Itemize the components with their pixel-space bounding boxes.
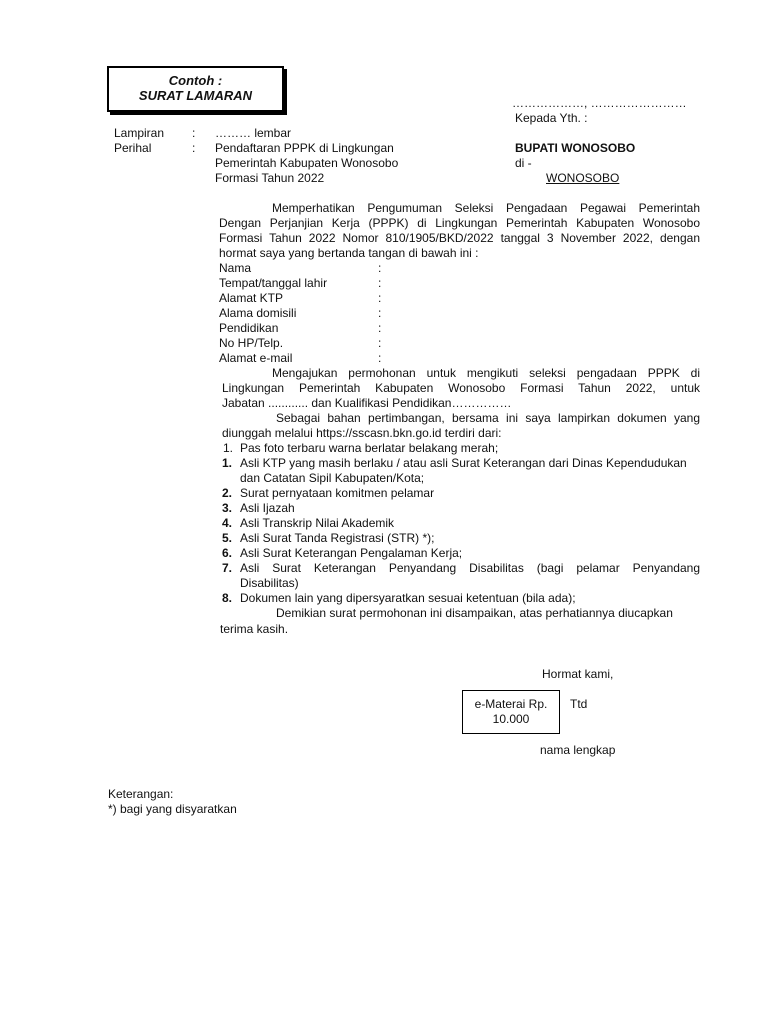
doc-1-text: Pas foto terbaru warna berlatar belakang merah;	[240, 441, 499, 455]
doc-8-num: 7.	[222, 561, 233, 575]
intro-line-4: hormat saya yang bertanda tangan di bawah ini :	[219, 246, 479, 260]
lampiran-label: Lampiran	[114, 126, 165, 140]
doc-6-num: 5.	[222, 531, 233, 545]
intro-line-3: Formasi Tahun 2022 Nomor 810/1905/BKD/2022 tanggal 3 November 2022, dengan	[219, 231, 700, 245]
field-pendidikan-sep: :	[378, 321, 382, 335]
field-nama-label: Nama	[219, 261, 252, 275]
doc-2-text-2: dan Catatan Sipil Kabupaten/Kota;	[240, 471, 425, 485]
materai-line-1: e-Materai Rp.	[474, 697, 548, 711]
e-materai-box	[462, 690, 560, 734]
doc-5-text: Asli Transkrip Nilai Akademik	[240, 516, 395, 530]
letter-title-box	[107, 66, 284, 112]
closing-line-1: Demikian surat permohonan ini disampaikan, atas perhatiannya diucapkan	[276, 606, 673, 620]
recipient-kepada: Kepada Yth. :	[515, 111, 588, 125]
doc-2-text-1: Asli KTP yang masih berlaku / atau asli Surat Keterangan dari Dinas Kependudukan	[240, 456, 687, 470]
place-date: ………………, ……………………	[512, 96, 687, 110]
field-email-sep: :	[378, 351, 382, 365]
field-domisili-sep: :	[378, 306, 382, 320]
title-line-2: SURAT LAMARAN	[138, 88, 253, 103]
doc-2-num: 1.	[222, 456, 233, 470]
signature-greeting: Hormat kami,	[542, 667, 614, 681]
intro-line-2: Dengan Perjanjian Kerja (PPPK) di Lingkungan Pemerintah Kabupaten Wonosobo	[219, 216, 700, 230]
doc-5-num: 4.	[222, 516, 233, 530]
perihal-sep: :	[192, 141, 196, 155]
closing-line-2: terima kasih.	[220, 622, 289, 636]
lampiran-value: ……… lembar	[215, 126, 292, 140]
field-ttl-label: Tempat/tanggal lahir	[219, 276, 328, 290]
request-line-1: Mengajukan permohonan untuk mengikuti seleksi pengadaan PPPK di	[272, 366, 700, 380]
field-ttl-sep: :	[378, 276, 382, 290]
recipient-name: BUPATI WONOSOBO	[515, 141, 636, 155]
doc-8-text-1: Asli Surat Keterangan Penyandang Disabilitas (bagi pelamar Penyandang	[240, 561, 700, 575]
materai-line-2: 10.000	[492, 712, 530, 726]
signature-ttd: Ttd	[570, 697, 588, 711]
field-ktp-label: Alamat KTP	[219, 291, 284, 305]
signature-name: nama lengkap	[540, 743, 616, 757]
doc-4-num: 3.	[222, 501, 233, 515]
perihal-cont-1: Pemerintah Kabupaten Wonosobo	[215, 156, 399, 170]
field-hp-label: No HP/Telp.	[219, 336, 284, 350]
lampiran-sep: :	[192, 126, 196, 140]
notes-title: Keterangan:	[108, 787, 174, 801]
field-email-label: Alamat e-mail	[219, 351, 293, 365]
field-hp-sep: :	[378, 336, 382, 350]
doc-9-text: Dokumen lain yang dipersyaratkan sesuai ketentuan (bila ada);	[240, 591, 576, 605]
field-domisili-label: Alama domisili	[219, 306, 297, 320]
request-line-3: Jabatan ............ dan Kualifikasi Pendidikan……………	[222, 396, 512, 410]
notes-text: *) bagi yang disyaratkan	[108, 802, 237, 816]
request-line-2: Lingkungan Pemerintah Kabupaten Wonosobo Formasi Tahun 2022, untuk	[222, 381, 700, 395]
perihal-cont-2: Formasi Tahun 2022	[215, 171, 325, 185]
doc-1-num: 1.	[223, 441, 234, 455]
field-nama-sep: :	[378, 261, 382, 275]
doc-4-text: Asli Ijazah	[240, 501, 295, 515]
field-ktp-sep: :	[378, 291, 382, 305]
doc-9-num: 8.	[222, 591, 233, 605]
intro-line-1: Memperhatikan Pengumuman Seleksi Pengadaan Pegawai Pemerintah	[272, 201, 700, 215]
field-pendidikan-label: Pendidikan	[219, 321, 279, 335]
doc-3-num: 2.	[222, 486, 233, 500]
attach-line-2: diunggah melalui https://sscasn.bkn.go.id terdiri dari:	[222, 426, 502, 440]
doc-7-text: Asli Surat Keterangan Pengalaman Kerja;	[240, 546, 463, 560]
perihal-value: Pendaftaran PPPK di Lingkungan	[215, 141, 394, 155]
attach-line-1: Sebagai bahan pertimbangan, bersama ini saya lampirkan dokumen yang	[276, 411, 700, 425]
doc-7-num: 6.	[222, 546, 233, 560]
recipient-di: di -	[515, 156, 532, 170]
doc-6-text: Asli Surat Tanda Registrasi (STR) *);	[240, 531, 435, 545]
perihal-label: Perihal	[114, 141, 152, 155]
doc-8-text-2: Disabilitas)	[240, 576, 299, 590]
doc-3-text: Surat pernyataan komitmen pelamar	[240, 486, 435, 500]
recipient-city: WONOSOBO	[546, 171, 620, 185]
title-line-1: Contoh :	[168, 73, 223, 88]
